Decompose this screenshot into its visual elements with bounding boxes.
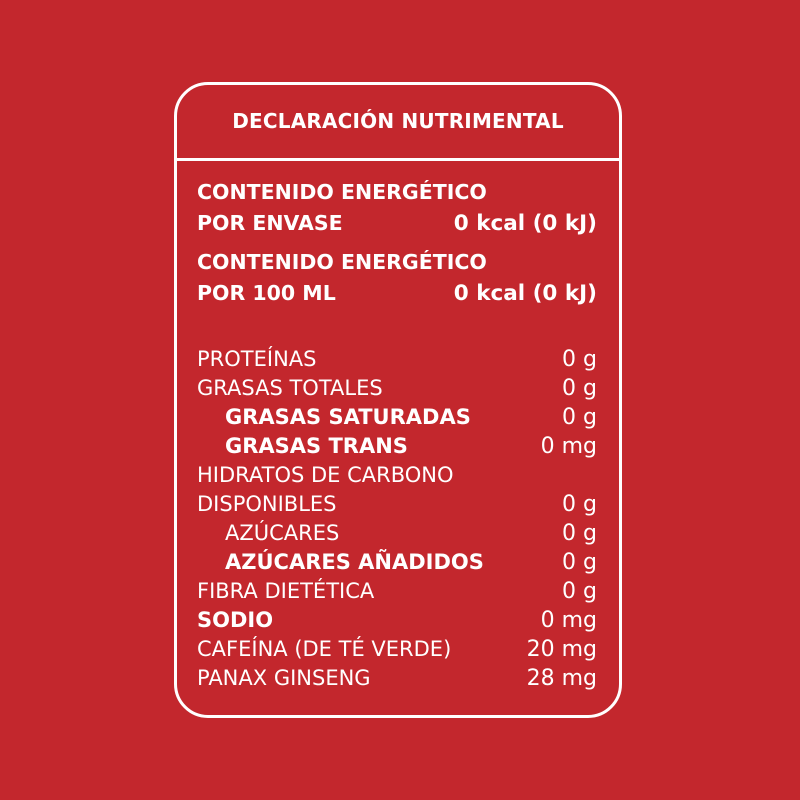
nutrient-label: SODIO <box>197 608 274 632</box>
nutrient-row-sodio <box>197 606 597 635</box>
nutrient-list <box>197 345 597 693</box>
nutrient-row-proteinas <box>197 345 597 374</box>
nutrient-value: 0 g <box>562 492 597 517</box>
nutrient-row-grasas-totales <box>197 374 597 403</box>
energy-label: CONTENIDO ENERGÉTICO <box>197 250 487 274</box>
energy-block-per-100ml <box>197 247 597 309</box>
nutrient-label: DISPONIBLES <box>197 492 337 516</box>
nutrient-label: PANAX GINSENG <box>197 666 371 690</box>
energy-basis: POR ENVASE <box>197 211 343 235</box>
nutrient-label: FIBRA DIETÉTICA <box>197 579 375 603</box>
nutrient-value: 0 g <box>562 405 597 430</box>
nutrient-value: 0 g <box>562 550 597 575</box>
energy-value: 0 kcal (0 kJ) <box>453 211 597 236</box>
energy-basis: POR 100 ML <box>197 281 336 305</box>
nutrient-row-azucares <box>197 519 597 548</box>
energy-block-per-package <box>197 177 597 239</box>
nutrient-label: PROTEÍNAS <box>197 347 317 371</box>
nutrient-row-fibra-dietetica <box>197 577 597 606</box>
nutrient-label: HIDRATOS DE CARBONO <box>197 463 454 487</box>
nutrient-row-grasas-trans <box>197 432 597 461</box>
nutrient-label: GRASAS TOTALES <box>197 376 383 400</box>
nutrient-row-grasas-saturadas <box>197 403 597 432</box>
nutrient-row-panax-ginseng <box>197 664 597 693</box>
energy-label: CONTENIDO ENERGÉTICO <box>197 180 487 204</box>
title-divider <box>177 158 619 161</box>
nutrient-value: 0 g <box>562 579 597 604</box>
nutrition-panel <box>174 82 622 718</box>
nutrient-value: 0 mg <box>540 434 597 459</box>
nutrient-label: AZÚCARES <box>225 521 340 545</box>
nutrient-value: 28 mg <box>526 666 597 691</box>
nutrient-value: 0 g <box>562 521 597 546</box>
nutrient-row-cafeina <box>197 635 597 664</box>
nutrient-label: GRASAS TRANS <box>225 434 408 458</box>
nutrient-value: 20 mg <box>526 637 597 662</box>
nutrient-label: GRASAS SATURADAS <box>225 405 471 429</box>
nutrient-row-disponibles <box>197 490 597 519</box>
panel-title: DECLARACIÓN NUTRIMENTAL <box>232 109 564 133</box>
nutrient-label: AZÚCARES AÑADIDOS <box>225 550 484 574</box>
nutrient-value: 0 g <box>562 376 597 401</box>
nutrient-row-azucares-anadidos <box>197 548 597 577</box>
nutrient-value: 0 g <box>562 347 597 372</box>
energy-value: 0 kcal (0 kJ) <box>453 281 597 306</box>
nutrient-label: CAFEÍNA (DE TÉ VERDE) <box>197 637 452 661</box>
nutrient-row-hidratos-de-carbono <box>197 461 597 490</box>
nutrient-value: 0 mg <box>540 608 597 633</box>
